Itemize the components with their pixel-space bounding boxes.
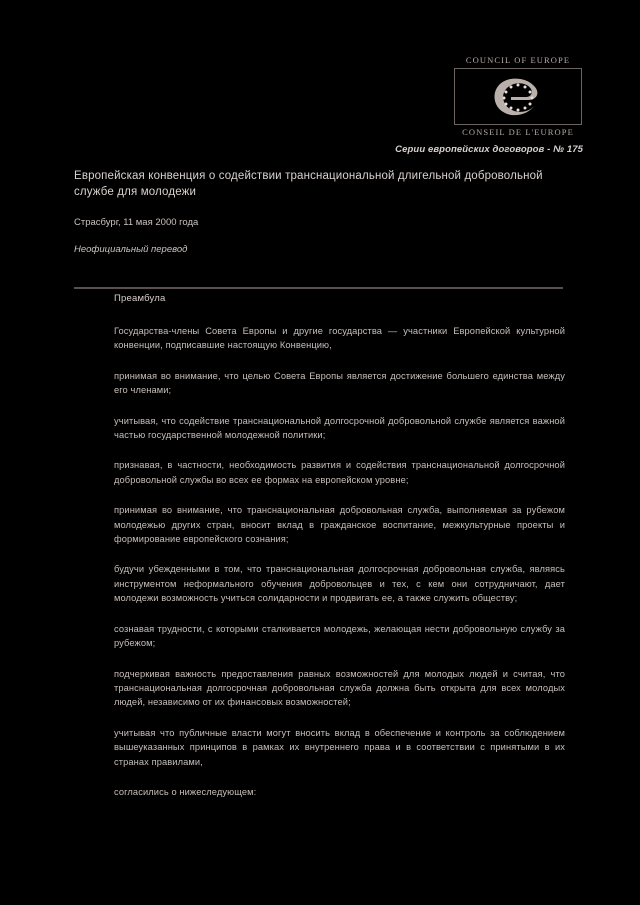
preamble-paragraph: подчеркивая важность предоставления равных возможностей для молодых людей и считая, что транснациональная долгосрочная добровольная служба должна быть открыта для всех молодых людей, независимо от их финансовых возможностей;: [114, 668, 565, 708]
preamble-paragraph: учитывая что публичные власти могут вносить вклад в обеспечение и контроль за соблюдением вышеуказанных принципов в рамках их внутреннего права и в соответствии с принятыми в их странах правилами,: [114, 727, 565, 767]
logo-caption-english: COUNCIL OF EUROPE: [465, 55, 571, 65]
header-divider: [74, 287, 563, 289]
council-of-europe-stars-emblem: [487, 74, 549, 120]
document-body: [114, 292, 565, 799]
preamble-paragraph: будучи убежденными в том, что транснациональная долгосрочная добровольная служба, являясь инструментом неформального обучения добровольцев и тех, с кем они сотрудничают, дает молодежи возможность учиться солидарности и продвигать ее, а также служить обществу;: [114, 564, 565, 604]
preamble-heading: Преамбула: [114, 293, 166, 304]
logo-emblem-box: [454, 68, 582, 125]
place-and-date: Страсбург, 11 мая 2000 года: [74, 217, 199, 228]
page-title: Европейская конвенция о содействии транснациональной длигельной добровольной службе для молодежи: [74, 170, 543, 198]
preamble-paragraph: Государства-члены Совета Европы и другие государства — участники Европейской культурной конвенции, подписавшие настоящую Конвенцию,: [114, 326, 565, 351]
preamble-paragraph: сознавая трудности, с которыми сталкивается молодежь, желающая нести добровольную службу за рубежом;: [114, 623, 565, 649]
preamble-paragraph: принимая во внимание, что целью Совета Европы является достижение большего единства между его членами;: [114, 370, 565, 396]
treaty-series-line: Серии европейских договоров - № 175: [395, 144, 583, 155]
agreement-closing-line: согласились о нижеследующем:: [114, 786, 257, 797]
translation-note: Неофициальный перевод: [74, 244, 188, 255]
preamble-paragraph: учитывая, что содействие транснациональной долгосрочной добровольной службе является важной частью государственной молодежной политики;: [114, 415, 565, 441]
preamble-paragraph: признавая, в частности, необходимость развития и содействия транснациональной долгосрочной добровольной службы во всех ее формах на европейском уровне;: [114, 460, 565, 485]
logo-caption-french: CONSEIL DE L'EUROPE: [462, 127, 574, 137]
council-of-europe-logo: [452, 55, 584, 138]
preamble-paragraph: принимая во внимание, что транснациональная добровольная служба, выполняемая за рубежом молодежью других стран, вносит вклад в гражданское воспитание, межкультурные проекты и формирование европейского сознания;: [114, 505, 565, 545]
